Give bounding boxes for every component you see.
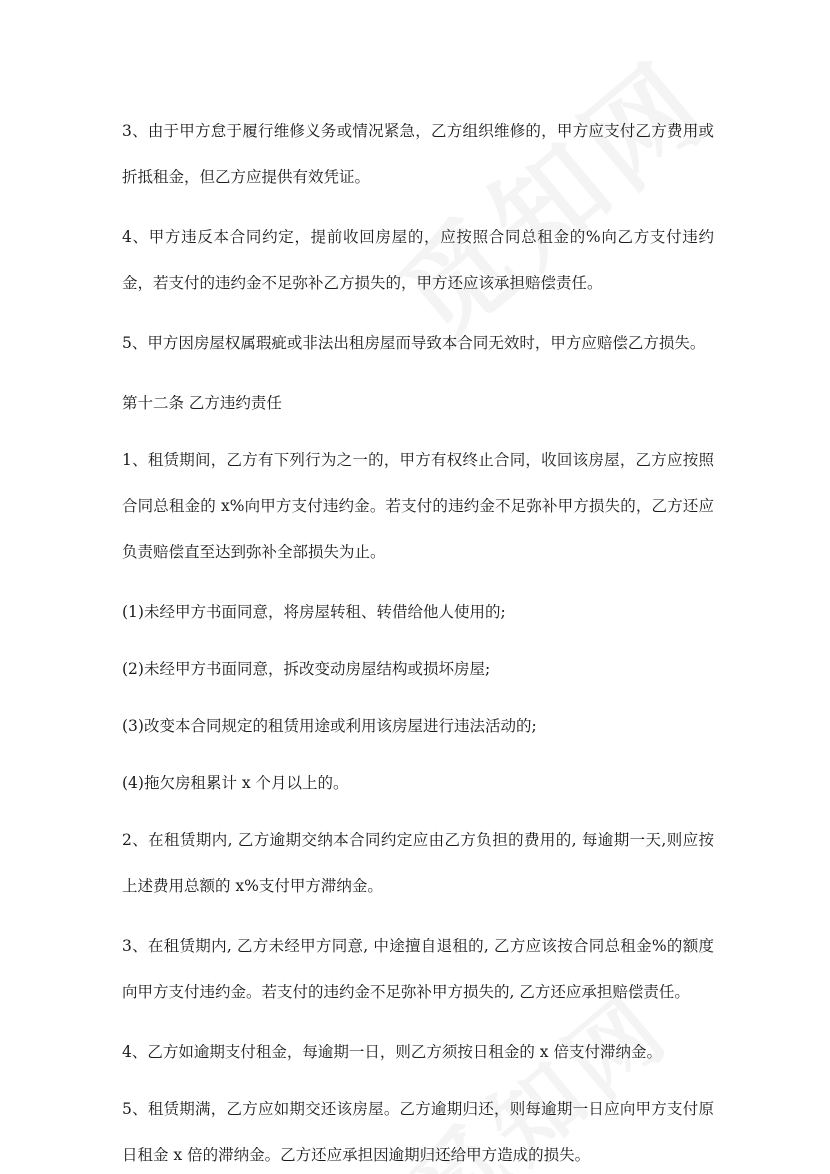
article-12-heading: 第十二条 乙方违约责任 <box>122 394 282 412</box>
paragraph-tenant-termination: 1、租赁期间，乙方有下列行为之一的，甲方有权终止合同，收回该房屋，乙方应按照合同总租金的 x%向甲方支付违约金。若支付的违约金不足弥补甲方损失的，乙方还应负责赔偿直至达到弥补全部损失为止。 <box>122 451 714 561</box>
paragraph-tenant-early-exit: 3、在租赁期内, 乙方未经甲方同意, 中途擅自退租的, 乙方应该按合同总租金%的额度向甲方支付违约金。若支付的违约金不足弥补甲方损失的, 乙方还应承担赔偿责任。 <box>122 937 714 1001</box>
paragraph-tenant-late-fees: 2、在租赁期内, 乙方逾期交纳本合同约定应由乙方负担的费用的, 每逾期一天,则应按上述费用总额的 x%支付甲方滞纳金。 <box>122 831 714 895</box>
paragraph-tenant-late-rent: 4、乙方如逾期支付租金，每逾期一日，则乙方须按日租金的 x 倍支付滞纳金。 <box>122 1043 662 1061</box>
list-item-rent-arrears: (4)拖欠房租累计 x 个月以上的。 <box>122 774 349 792</box>
paragraph-landlord-repair: 3、由于甲方怠于履行维修义务或情况紧急，乙方组织维修的，甲方应支付乙方费用或折抵租金，但乙方应提供有效凭证。 <box>122 122 714 186</box>
list-item-alter-structure: (2)未经甲方书面同意，拆改变动房屋结构或损坏房屋; <box>122 660 491 678</box>
list-item-sublet: (1)未经甲方书面同意，将房屋转租、转借给他人使用的; <box>122 603 506 621</box>
document-body <box>122 108 714 1174</box>
paragraph-landlord-early-termination: 4、甲方违反本合同约定，提前收回房屋的，应按照合同总租金的%向乙方支付违约金，若支付的违约金不足弥补乙方损失的，甲方还应该承担赔偿责任。 <box>122 228 714 292</box>
paragraph-tenant-late-return: 5、租赁期满，乙方应如期交还该房屋。乙方逾期归还，则每逾期一日应向甲方支付原日租金 x 倍的滞纳金。乙方还应承担因逾期归还给甲方造成的损失。 <box>122 1100 714 1164</box>
paragraph-landlord-invalid-contract: 5、甲方因房屋权属瑕疵或非法出租房屋而导致本合同无效时，甲方应赔偿乙方损失。 <box>122 334 706 352</box>
list-item-illegal-use: (3)改变本合同规定的租赁用途或利用该房屋进行违法活动的; <box>122 717 537 735</box>
